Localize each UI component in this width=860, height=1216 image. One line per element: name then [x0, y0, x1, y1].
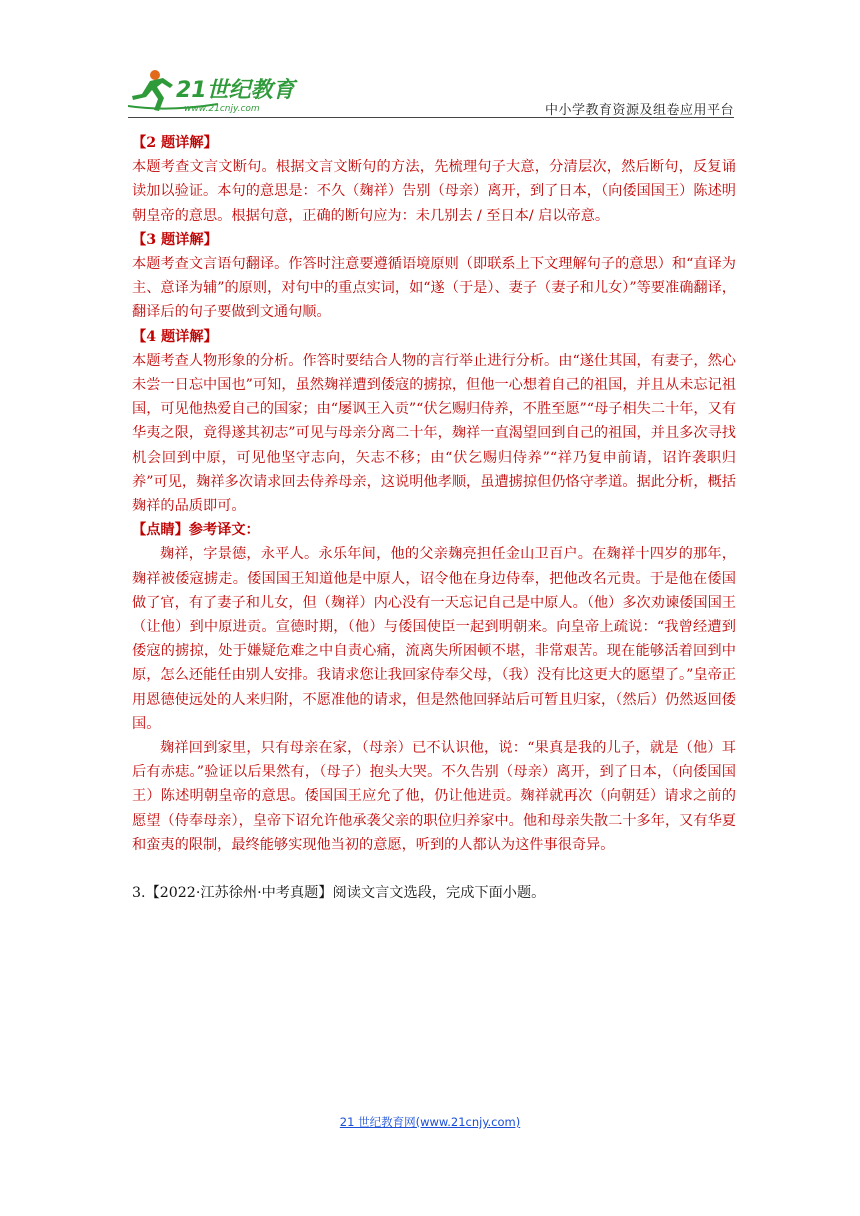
logo-url: www.21cnjy.com: [184, 104, 260, 114]
platform-name: 中小学教育资源及组卷应用平台: [544, 103, 734, 118]
q4-explanation: 本题考查人物形象的分析。作答时要结合人物的言行举止进行分析。由“遂仕其国，有妻子，然心未尝一日忘中国也”可知，虽然麹祥遭到倭寇的掳掠，但他一心想着自己的祖国，并且从未忘记祖国，可见他热爱自己的国家；由“屡讽王入贡”“伏乞赐归侍养，不胜至愿”“母子相失二十年，又有华夷之限，竟得遂其初志”可见与母亲分离二十年，麹祥一直渴望回到自己的祖国，并且多次寻找机会回到中原，可见他坚守志向，矢志不移；由“伏乞赐归侍养”“祥乃复申前请，诏许袭职归养”可见，麹祥多次请求回去侍养母亲，这说明他孝顺，虽遭掳掠但仍恪守孝道。据此分析，概括麹祥的品质即可。: [132, 352, 736, 515]
page-footer: [0, 1114, 860, 1130]
translation-paragraph-2: 麹祥回到家里，只有母亲在家，（母亲）已不认识他，说：“果真是我的儿子，就是（他）耳后有赤痣。”验证以后果然有，（母子）抱头大哭。不久告别（母亲）离开，到了日本，（向倭国国王）陈述明朝皇帝的意思。倭国国王应允了他，仍让他进贡。麹祥就再次（向朝廷）请求之前的愿望（侍奉母亲），皇帝下诏允许他承袭父亲的职位归养家中。他和母亲失散二十多年，又有华夏和蛮夷的限制，最终能够实现他当初的意愿，听到的人都认为这件事很奇异。: [132, 740, 736, 853]
site-logo[interactable]: [128, 66, 298, 114]
tip-heading: 【点睛】参考译文：: [132, 522, 260, 539]
runner-logo-icon: [128, 66, 298, 114]
q3-explanation: 本题考查文言语句翻译。作答时注意要遵循语境原则（即联系上下文理解句子的意思）和“直译为主、意译为辅”的原则，对句中的重点实词，如“遂（于是）、妻子（妻子和儿女）”等要准确翻译，翻译后的句子要做到文通句顺。: [132, 256, 736, 321]
logo-title: 21世纪教育: [176, 78, 295, 103]
answer-explanations: [132, 131, 736, 905]
next-question-title: 3.【2022·江苏徐州·中考真题】阅读文言文选段，完成下面小题。: [132, 885, 546, 902]
page-header: [128, 66, 734, 118]
translation-paragraph-1: 麹祥，字景德，永平人。永乐年间，他的父亲麹亮担任金山卫百户。在麹祥十四岁的那年，麹祥被倭寇掳走。倭国国王知道他是中原人，诏令他在身边侍奉，把他改名元贵。于是他在倭国做了官，有了妻子和儿女，但（麹祥）内心没有一天忘记自己是中原人。（他）多次劝谏倭国国王（让他）到中原进贡。宣德时期，（他）与倭国使臣一起到明朝来。向皇帝上疏说：“我曾经遭到倭寇的掳掠，处于嫌疑危难之中自责心痛，流离失所困顿不堪，非常艰苦。现在能够活着回到中原，怎么还能任由别人安排。我请求您让我回家侍奉父母，（我）没有比这更大的愿望了。”皇帝正用恩德使远处的人来归附，不愿准他的请求，但是然他回驿站后可暂且归家，（然后）仍然返回倭国。: [132, 546, 736, 732]
header-divider: [128, 117, 734, 118]
section-spacer: [132, 857, 736, 881]
q2-heading: 【2 题详解】: [132, 135, 218, 151]
q2-explanation: 本题考查文言文断句。根据文言文断句的方法，先梳理句子大意，分清层次，然后断句，反复诵读加以验证。本句的意思是：不久（麹祥）告别（母亲）离开，到了日本，（向倭国国王）陈述明朝皇帝的意思。根据句意，正确的断句应为：未几别去 / 至日本/ 启以帝意。: [132, 159, 736, 224]
q3-heading: 【3 题详解】: [132, 231, 218, 248]
q4-heading: 【4 题详解】: [132, 328, 218, 345]
footer-link[interactable]: 21 世纪教育网(www.21cnjy.com): [339, 1115, 521, 1129]
